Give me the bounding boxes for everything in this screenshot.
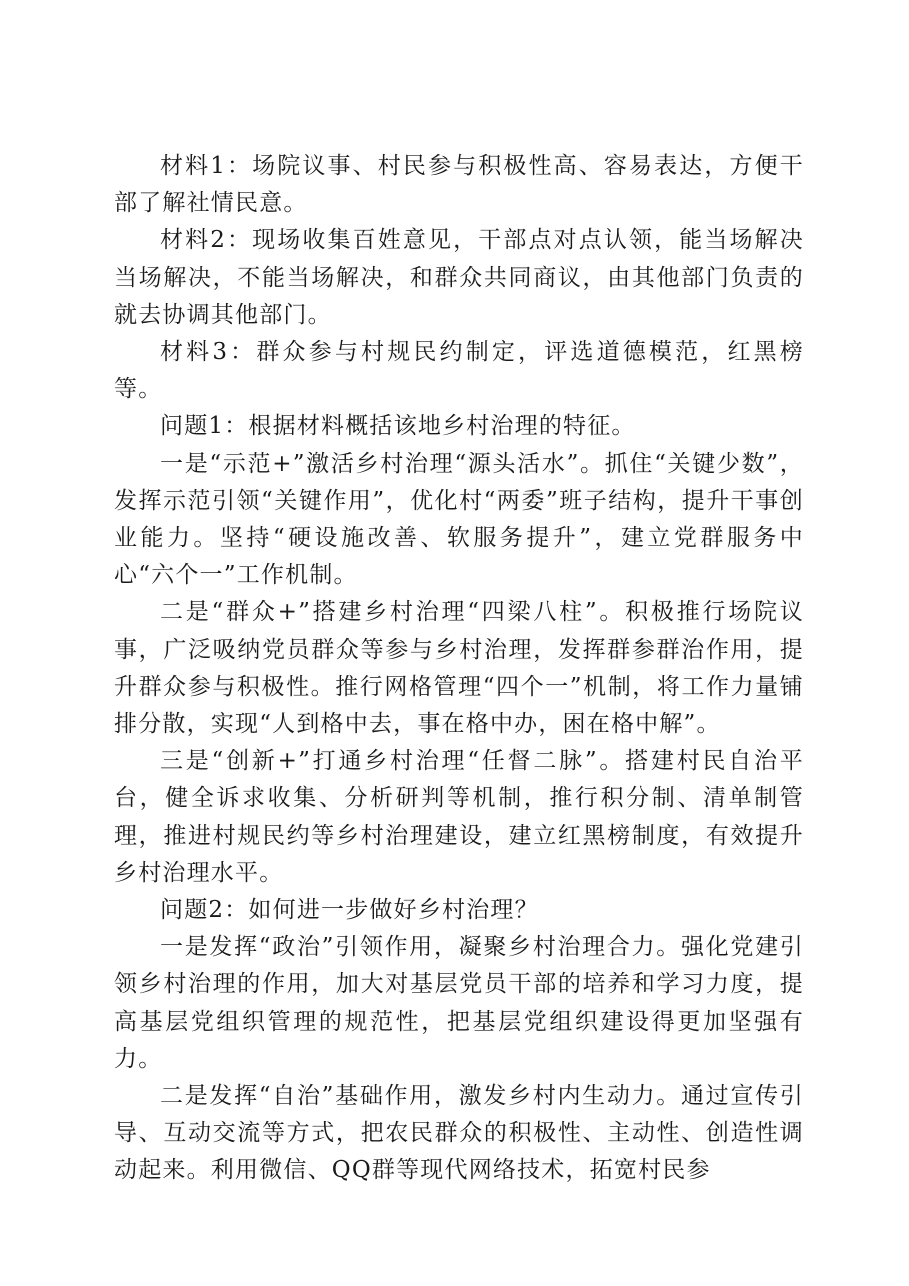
- answer-2-point-1: 一是发挥“政治”引领作用，凝聚乡村治理合力。强化党建引领乡村治理的作用，加大对基层党员干部的培养和学习力度，提高基层党组织管理的规范性，把基层党组织建设得更加坚强有力。: [114, 934, 804, 1072]
- material-2-paragraph: 材料2：现场收集百姓意见，干部点对点认领，能当场解决当场解决，不能当场解决，和群众共同商议，由其他部门负责的就去协调其他部门。: [114, 227, 804, 328]
- document-body: [114, 148, 804, 1190]
- answer-1-point-2: 二是“群众+”搭建乡村治理“四梁八柱”。积极推行场院议事，广泛吸纳党员群众等参与乡村治理，发挥群参群治作用，提升群众参与积极性。推行网格管理“四个一”机制，将工作力量铺排分散，实现“人到格中去，事在格中办，困在格中解”。: [114, 599, 804, 738]
- answer-1-point-1: 一是“示范+”激活乡村治理“源头活水”。抓住“关键少数”，发挥示范引领“关键作用”，优化村“两委”班子结构，提升干事创业能力。坚持“硬设施改善、软服务提升”，建立党群服务中心“六个一”工作机制。: [114, 450, 804, 589]
- question-1-heading: 问题1：根据材料概括该地乡村治理的特征。: [160, 413, 636, 440]
- answer-1-point-3: 三是“创新+”打通乡村治理“任督二脉”。搭建村民自治平台，健全诉求收集、分析研判等机制，推行积分制、清单制管理，推进村规民约等乡村治理建设，建立红黑榜制度，有效提升乡村治理水平。: [114, 748, 804, 886]
- answer-2-point-2: 二是发挥“自治”基础作用，激发乡村内生动力。通过宣传引导、互动交流等方式，把农民群众的积极性、主动性、创造性调动起来。利用微信、QQ群等现代网络技术，拓宽村民参: [114, 1083, 804, 1184]
- material-3-paragraph: 材料3：群众参与村规民约制定，评选道德模范，红黑榜等。: [114, 339, 804, 403]
- material-1-paragraph: 材料1：场院议事、村民参与积极性高、容易表达，方便干部了解社情民意。: [114, 153, 804, 217]
- question-2-heading: 问题2：如何进一步做好乡村治理？: [160, 897, 539, 924]
